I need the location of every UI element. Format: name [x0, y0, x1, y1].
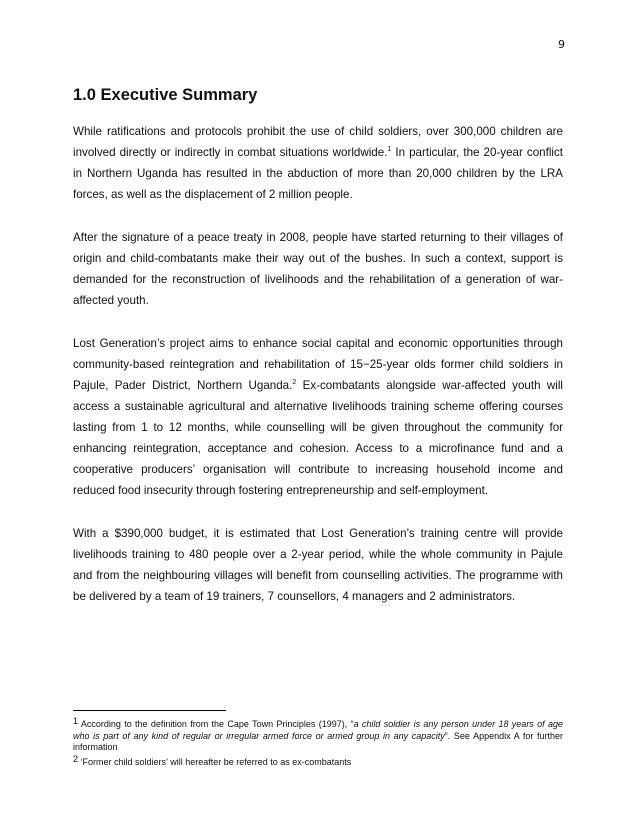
footnote-2-text: ‘Former child soldiers’ will hereafter be referred to as ex-combatants — [78, 756, 352, 767]
paragraph-2: After the signature of a peace treaty in 2008, people have started returning to their villages of origin and child-combatants make their way out of the bushes. In such a context, support is demanded for the reconstruction of livelihoods and the rehabilitation of a generation of war-affected youth. — [73, 231, 563, 307]
paragraph-3-text-a: Lost Generation’s project aims to enhance social capital and economic opportunities through community-based reintegration and rehabilitation of 15−25-year olds former child soldiers in Pajule, Pader District, Northern Uganda. — [73, 337, 563, 392]
footnote-ref-2: 2 — [292, 379, 297, 386]
paragraph-1 — [73, 121, 563, 205]
paragraph-1-text-a: While ratifications and protocols prohibit the use of child soldiers, over 300,000 children are involved directly or indirectly in combat situations worldwide. — [73, 125, 563, 159]
footnote-2-mark: 2 — [73, 753, 79, 764]
footnote-separator — [73, 710, 226, 711]
footnote-1-mark: 1 — [73, 716, 79, 726]
footnote-1 — [73, 716, 563, 754]
body-text — [73, 121, 563, 629]
paragraph-4: With a $390,000 budget, it is estimated that Lost Generation’s training centre will provide livelihoods training to 480 people over a 2-year period, while the whole community in Pajule and from the neighbouring villages will benefit from counselling activities. The programme with be delivered by a team of 19 trainers, 7 counsellors, 4 managers and 2 administrators. — [73, 527, 563, 603]
section-heading: 1.0 Executive Summary — [73, 86, 258, 104]
paragraph-3-text-b: Ex-combatants alongside war-affected youth will access a sustainable agricultural and alternative livelihoods training scheme offering courses lasting from 1 to 12 months, while counselling will be given throughout the community for enhancing reintegration, acceptance and cohesion. Access to a microfinance fund and a cooperative producers’ organisation will contribute to increasing household income and reduced food insecurity through fostering entrepreneurship and self-employment. — [73, 379, 563, 497]
footnote-1-lead: According to the definition from the Cape Town Principles (1997), “ — [78, 719, 354, 729]
footnotes — [73, 716, 563, 768]
paragraph-1-text-b: In particular, the 20-year conflict in Northern Uganda has resulted in the abduction of more than 20,000 children by the LRA forces, as well as the displacement of 2 million people. — [73, 146, 563, 201]
footnote-1-tail: ”. See Appendix A for further information — [73, 730, 563, 752]
footnote-2 — [73, 754, 563, 769]
paragraph-3 — [73, 333, 563, 501]
page-number: 9 — [558, 38, 565, 51]
footnote-1-quote: a child soldier is any person under 18 years of age who is part of any kind of regular or irregular armed force or armed group in any capacity — [73, 719, 563, 741]
footnote-ref-1: 1 — [387, 146, 392, 153]
